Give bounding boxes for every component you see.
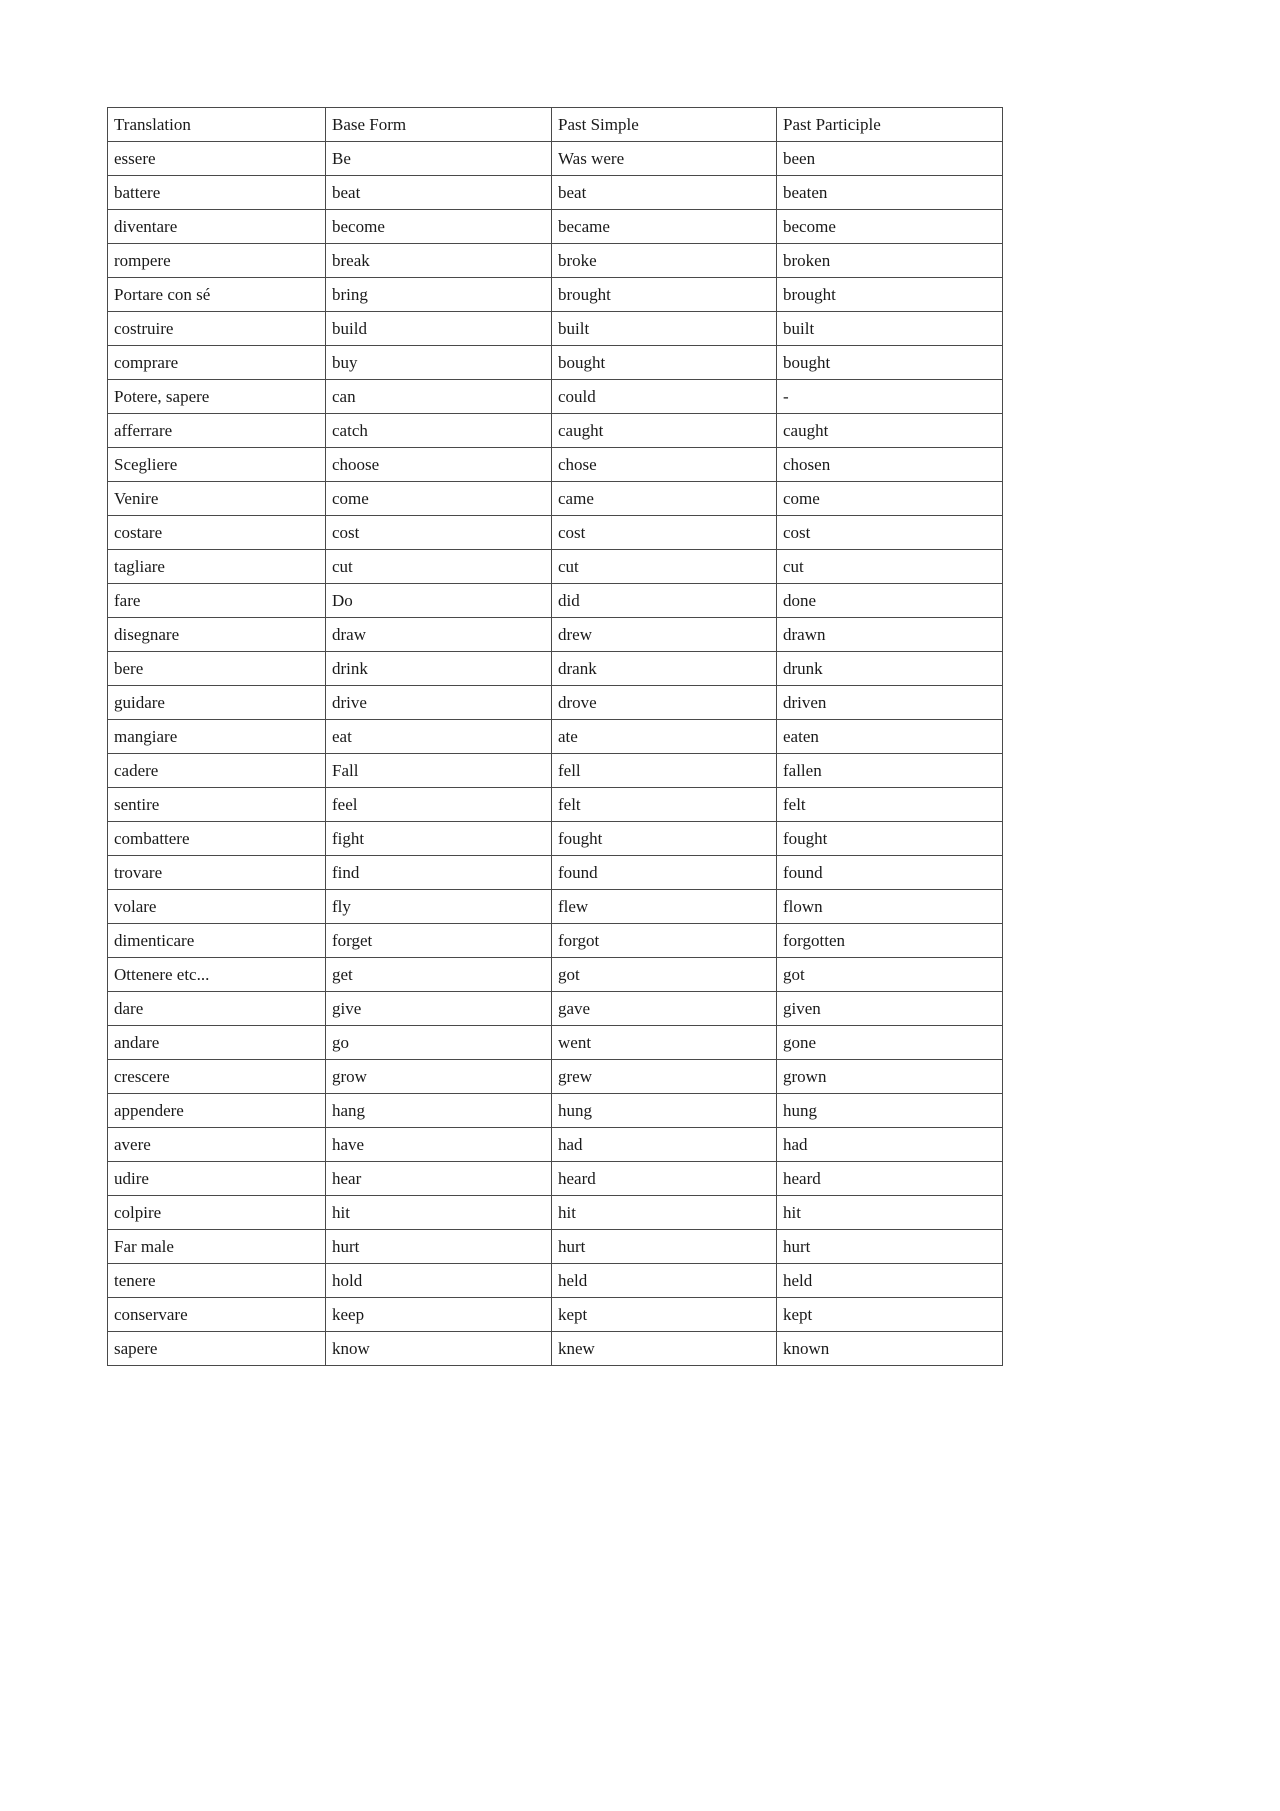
table-cell: Was were xyxy=(552,142,777,176)
table-cell: keep xyxy=(326,1298,552,1332)
table-cell: got xyxy=(552,958,777,992)
table-row xyxy=(108,1196,1003,1230)
table-cell: drawn xyxy=(777,618,1003,652)
table-cell: have xyxy=(326,1128,552,1162)
table-row xyxy=(108,414,1003,448)
table-row xyxy=(108,1298,1003,1332)
table-cell: held xyxy=(552,1264,777,1298)
table-cell: catch xyxy=(326,414,552,448)
table-row xyxy=(108,1128,1003,1162)
table-cell: chose xyxy=(552,448,777,482)
table-cell: andare xyxy=(108,1026,326,1060)
table-cell: drove xyxy=(552,686,777,720)
table-cell: come xyxy=(777,482,1003,516)
table-cell: sentire xyxy=(108,788,326,822)
table-cell: flown xyxy=(777,890,1003,924)
table-cell: sapere xyxy=(108,1332,326,1366)
table-cell: did xyxy=(552,584,777,618)
table-cell: bought xyxy=(552,346,777,380)
table-cell: given xyxy=(777,992,1003,1026)
table-cell: eat xyxy=(326,720,552,754)
table-cell: heard xyxy=(552,1162,777,1196)
table-cell: grew xyxy=(552,1060,777,1094)
table-cell: comprare xyxy=(108,346,326,380)
table-cell: know xyxy=(326,1332,552,1366)
table-cell: hurt xyxy=(552,1230,777,1264)
table-cell: hurt xyxy=(326,1230,552,1264)
table-cell: came xyxy=(552,482,777,516)
table-cell: beat xyxy=(552,176,777,210)
table-cell: cost xyxy=(552,516,777,550)
irregular-verbs-table xyxy=(107,107,1003,1366)
table-cell: hit xyxy=(777,1196,1003,1230)
table-row xyxy=(108,1264,1003,1298)
table-row xyxy=(108,958,1003,992)
table-cell: trovare xyxy=(108,856,326,890)
table-cell: drink xyxy=(326,652,552,686)
table-cell: eaten xyxy=(777,720,1003,754)
table-cell: grow xyxy=(326,1060,552,1094)
table-cell: drank xyxy=(552,652,777,686)
table-cell: can xyxy=(326,380,552,414)
table-row xyxy=(108,754,1003,788)
table-row xyxy=(108,618,1003,652)
table-row xyxy=(108,380,1003,414)
table-cell: found xyxy=(552,856,777,890)
table-cell: draw xyxy=(326,618,552,652)
table-cell: become xyxy=(777,210,1003,244)
table-cell: hang xyxy=(326,1094,552,1128)
table-cell: brought xyxy=(552,278,777,312)
table-cell: guidare xyxy=(108,686,326,720)
table-cell: forget xyxy=(326,924,552,958)
table-row xyxy=(108,550,1003,584)
table-cell: cost xyxy=(326,516,552,550)
table-cell: drew xyxy=(552,618,777,652)
table-cell: heard xyxy=(777,1162,1003,1196)
table-cell: beat xyxy=(326,176,552,210)
table-cell: - xyxy=(777,380,1003,414)
table-cell: fly xyxy=(326,890,552,924)
table-cell: caught xyxy=(552,414,777,448)
table-cell: cut xyxy=(552,550,777,584)
table-cell: gone xyxy=(777,1026,1003,1060)
table-row xyxy=(108,788,1003,822)
table-cell: break xyxy=(326,244,552,278)
table-cell: essere xyxy=(108,142,326,176)
table-row xyxy=(108,720,1003,754)
table-cell: costare xyxy=(108,516,326,550)
table-cell: kept xyxy=(777,1298,1003,1332)
table-row xyxy=(108,856,1003,890)
table-cell: drive xyxy=(326,686,552,720)
table-row xyxy=(108,312,1003,346)
table-cell: became xyxy=(552,210,777,244)
table-row xyxy=(108,924,1003,958)
table-cell: hit xyxy=(552,1196,777,1230)
table-cell: Be xyxy=(326,142,552,176)
table-cell: give xyxy=(326,992,552,1026)
table-row xyxy=(108,448,1003,482)
table-cell: knew xyxy=(552,1332,777,1366)
table-cell: brought xyxy=(777,278,1003,312)
table-row xyxy=(108,1026,1003,1060)
table-cell: bought xyxy=(777,346,1003,380)
table-cell: fell xyxy=(552,754,777,788)
table-row xyxy=(108,822,1003,856)
table-row xyxy=(108,244,1003,278)
table-cell: hurt xyxy=(777,1230,1003,1264)
table-cell: avere xyxy=(108,1128,326,1162)
table-cell: gave xyxy=(552,992,777,1026)
table-cell: held xyxy=(777,1264,1003,1298)
table-cell: hung xyxy=(552,1094,777,1128)
table-cell: hit xyxy=(326,1196,552,1230)
table-cell: Fall xyxy=(326,754,552,788)
table-cell: built xyxy=(552,312,777,346)
table-cell: costruire xyxy=(108,312,326,346)
table-row xyxy=(108,516,1003,550)
table-cell: hold xyxy=(326,1264,552,1298)
table-cell: become xyxy=(326,210,552,244)
table-cell: fought xyxy=(777,822,1003,856)
table-cell: crescere xyxy=(108,1060,326,1094)
table-cell: went xyxy=(552,1026,777,1060)
table-cell: cadere xyxy=(108,754,326,788)
table-cell: dare xyxy=(108,992,326,1026)
table-cell: disegnare xyxy=(108,618,326,652)
table-cell: fare xyxy=(108,584,326,618)
table-header-row xyxy=(108,108,1003,142)
table-cell: flew xyxy=(552,890,777,924)
header-translation: Translation xyxy=(108,108,326,142)
table-cell: hear xyxy=(326,1162,552,1196)
table-cell: Venire xyxy=(108,482,326,516)
table-cell: choose xyxy=(326,448,552,482)
table-cell: combattere xyxy=(108,822,326,856)
table-cell: hung xyxy=(777,1094,1003,1128)
table-cell: afferrare xyxy=(108,414,326,448)
table-cell: been xyxy=(777,142,1003,176)
table-row xyxy=(108,210,1003,244)
table-row xyxy=(108,1332,1003,1366)
table-cell: buy xyxy=(326,346,552,380)
table-cell: bring xyxy=(326,278,552,312)
table-cell: conservare xyxy=(108,1298,326,1332)
table-row xyxy=(108,142,1003,176)
table-cell: broke xyxy=(552,244,777,278)
table-cell: Potere, sapere xyxy=(108,380,326,414)
table-cell: could xyxy=(552,380,777,414)
table-cell: tenere xyxy=(108,1264,326,1298)
table-row xyxy=(108,992,1003,1026)
table-cell: battere xyxy=(108,176,326,210)
verb-table-body xyxy=(108,142,1003,1366)
table-row xyxy=(108,652,1003,686)
table-cell: chosen xyxy=(777,448,1003,482)
table-cell: go xyxy=(326,1026,552,1060)
table-cell: built xyxy=(777,312,1003,346)
table-cell: bere xyxy=(108,652,326,686)
header-past-participle: Past Participle xyxy=(777,108,1003,142)
table-cell: Do xyxy=(326,584,552,618)
table-row xyxy=(108,1230,1003,1264)
table-row xyxy=(108,482,1003,516)
table-row xyxy=(108,1162,1003,1196)
table-row xyxy=(108,1094,1003,1128)
table-cell: cost xyxy=(777,516,1003,550)
table-cell: beaten xyxy=(777,176,1003,210)
table-cell: Scegliere xyxy=(108,448,326,482)
table-row xyxy=(108,1060,1003,1094)
table-cell: known xyxy=(777,1332,1003,1366)
table-cell: come xyxy=(326,482,552,516)
table-cell: diventare xyxy=(108,210,326,244)
table-cell: forgot xyxy=(552,924,777,958)
table-cell: find xyxy=(326,856,552,890)
table-cell: appendere xyxy=(108,1094,326,1128)
table-cell: Ottenere etc... xyxy=(108,958,326,992)
table-cell: udire xyxy=(108,1162,326,1196)
table-row xyxy=(108,278,1003,312)
table-row xyxy=(108,176,1003,210)
table-cell: Portare con sé xyxy=(108,278,326,312)
table-row xyxy=(108,686,1003,720)
table-cell: fight xyxy=(326,822,552,856)
table-cell: caught xyxy=(777,414,1003,448)
table-cell: colpire xyxy=(108,1196,326,1230)
header-base-form: Base Form xyxy=(326,108,552,142)
table-cell: fought xyxy=(552,822,777,856)
table-row xyxy=(108,584,1003,618)
table-cell: cut xyxy=(777,550,1003,584)
table-cell: tagliare xyxy=(108,550,326,584)
table-cell: grown xyxy=(777,1060,1003,1094)
table-cell: dimenticare xyxy=(108,924,326,958)
table-cell: ate xyxy=(552,720,777,754)
table-cell: kept xyxy=(552,1298,777,1332)
table-cell: feel xyxy=(326,788,552,822)
header-past-simple: Past Simple xyxy=(552,108,777,142)
table-cell: broken xyxy=(777,244,1003,278)
table-cell: done xyxy=(777,584,1003,618)
table-cell: cut xyxy=(326,550,552,584)
table-cell: fallen xyxy=(777,754,1003,788)
table-cell: forgotten xyxy=(777,924,1003,958)
table-cell: get xyxy=(326,958,552,992)
table-cell: build xyxy=(326,312,552,346)
table-cell: found xyxy=(777,856,1003,890)
table-cell: volare xyxy=(108,890,326,924)
table-cell: felt xyxy=(777,788,1003,822)
table-row xyxy=(108,346,1003,380)
table-cell: Far male xyxy=(108,1230,326,1264)
table-cell: rompere xyxy=(108,244,326,278)
table-cell: driven xyxy=(777,686,1003,720)
table-cell: got xyxy=(777,958,1003,992)
table-cell: had xyxy=(552,1128,777,1162)
table-cell: mangiare xyxy=(108,720,326,754)
table-row xyxy=(108,890,1003,924)
table-cell: had xyxy=(777,1128,1003,1162)
table-cell: felt xyxy=(552,788,777,822)
table-cell: drunk xyxy=(777,652,1003,686)
